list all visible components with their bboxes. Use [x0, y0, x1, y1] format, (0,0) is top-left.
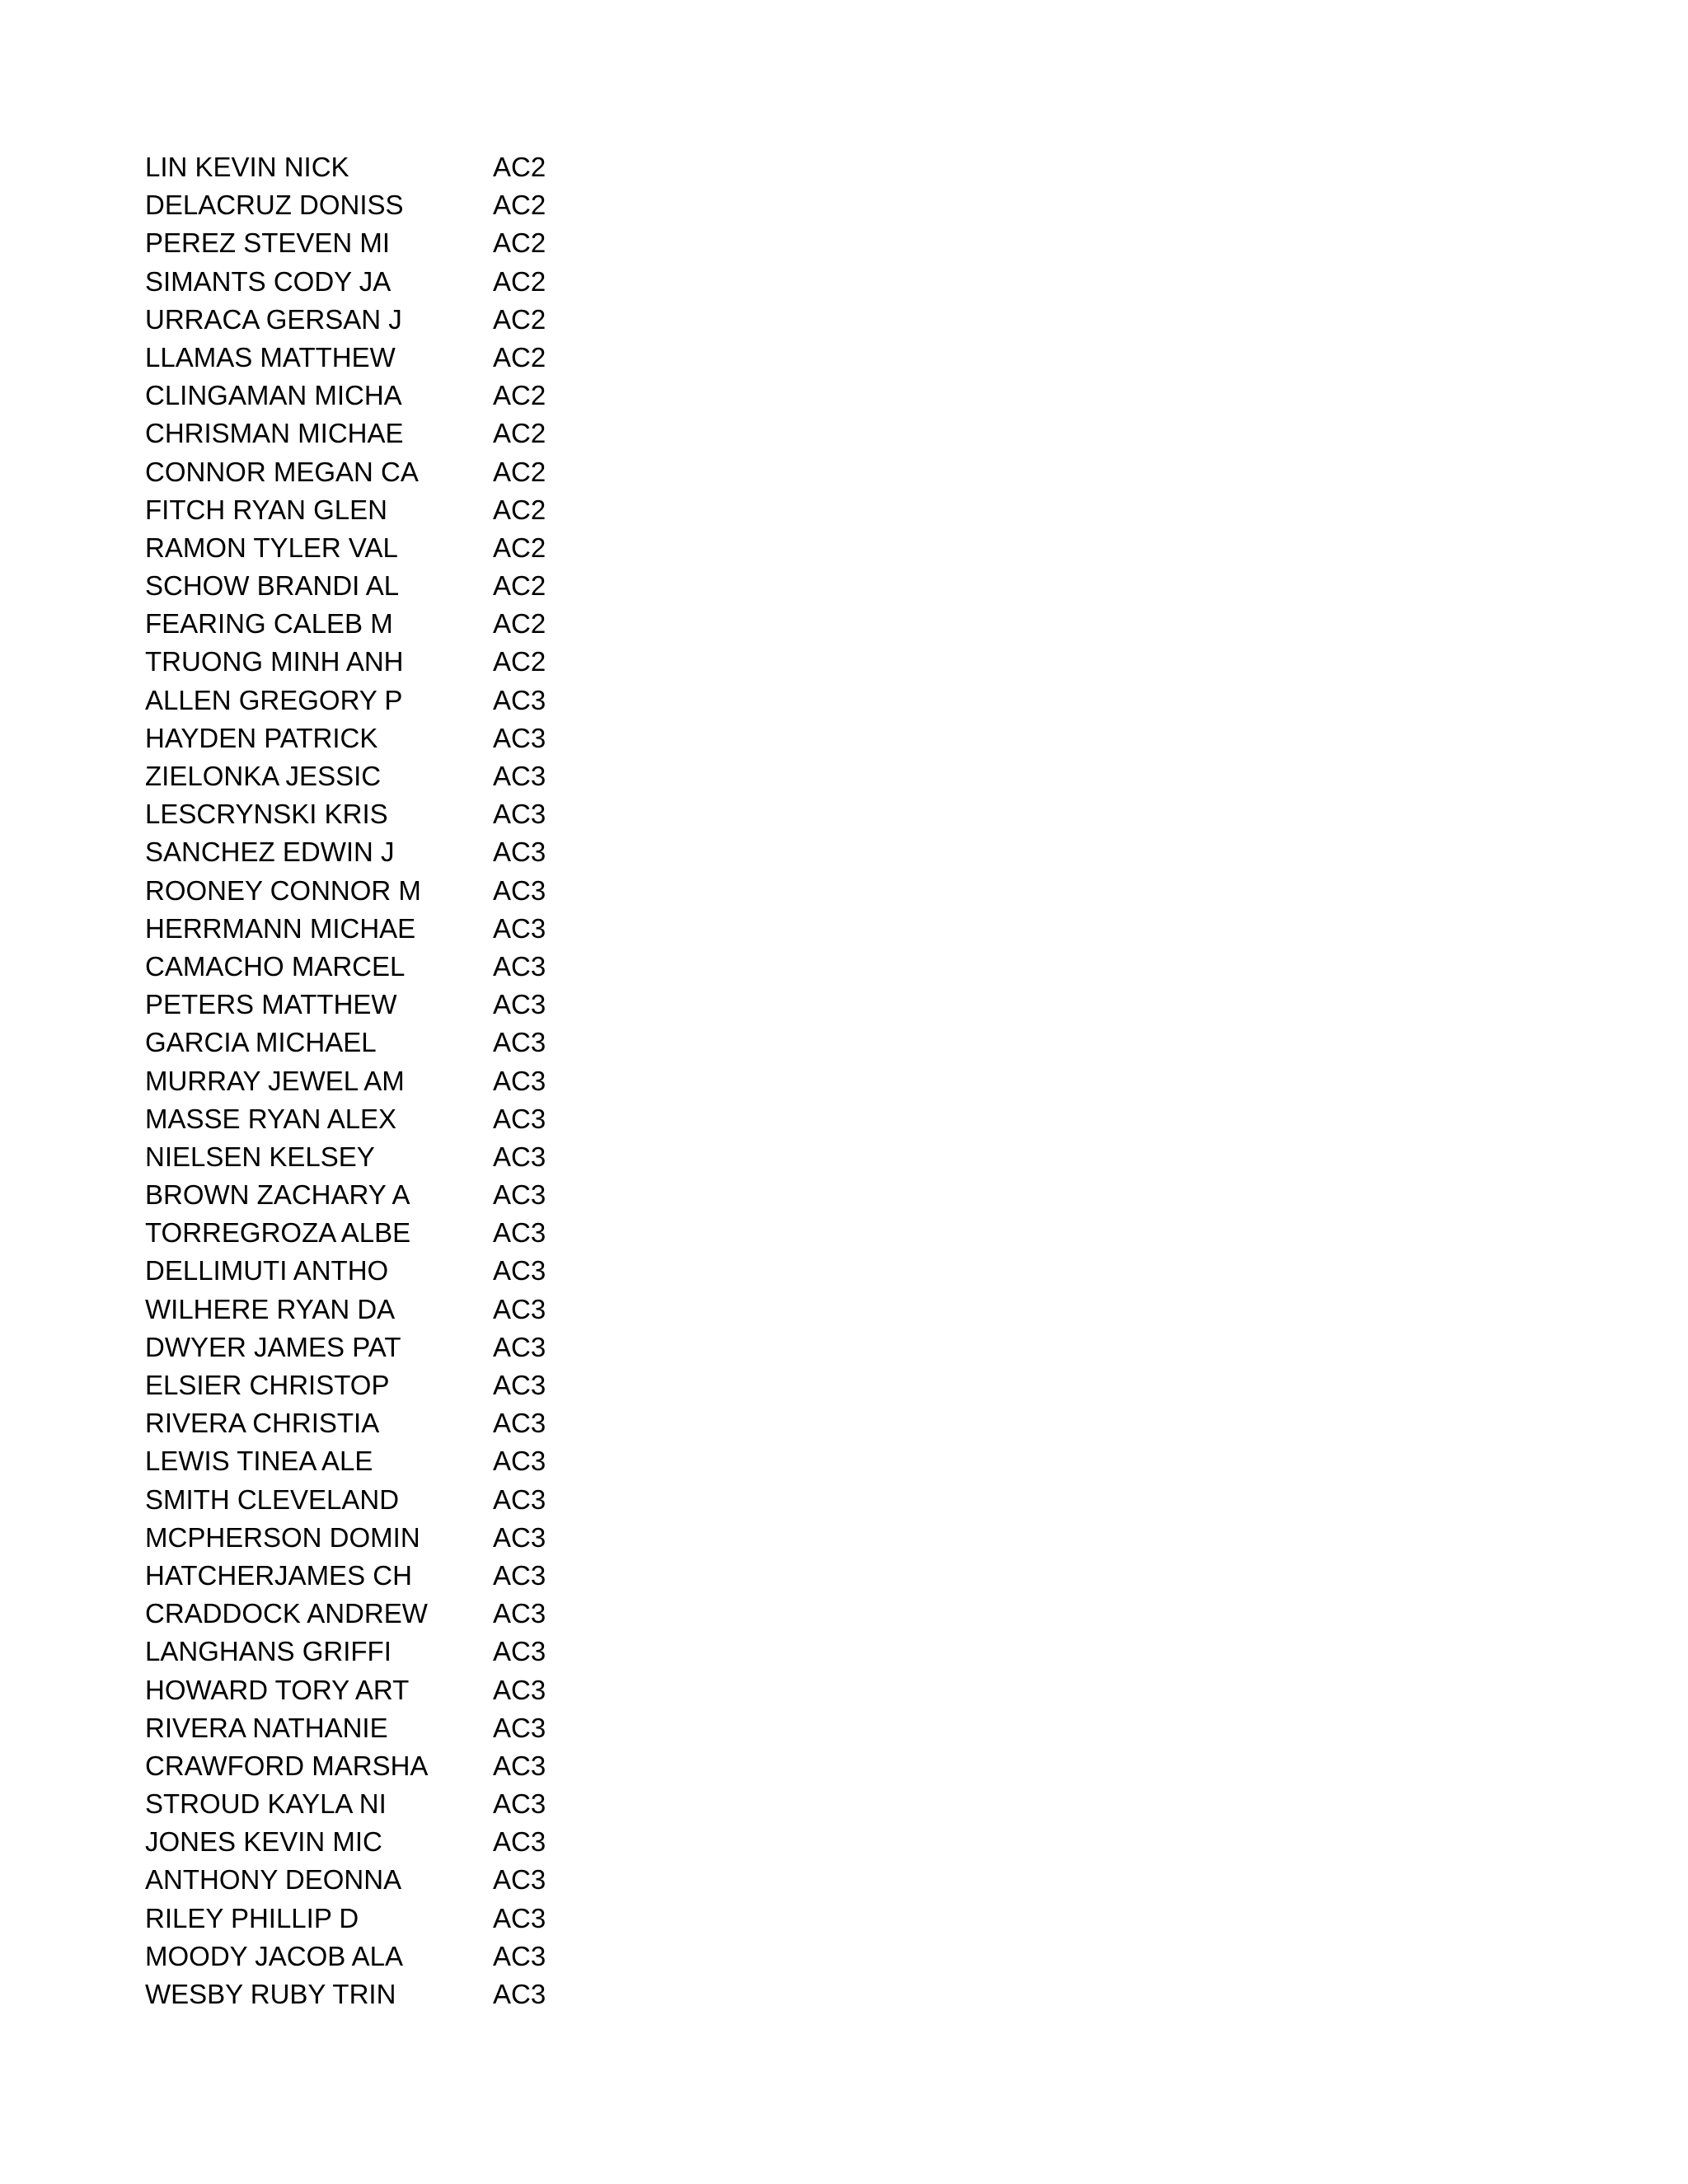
assignment-code: AC3 [493, 1940, 546, 1971]
list-item [145, 643, 722, 681]
assignment-code: AC3 [493, 1027, 546, 1058]
person-name: WILHERE RYAN DA [145, 1293, 396, 1324]
assignment-code: AC3 [493, 1103, 546, 1134]
assignment-code: AC3 [493, 1065, 546, 1096]
person-name: SIMANTS CODY JA [145, 265, 392, 297]
assignment-code: AC3 [493, 1521, 546, 1553]
person-name: DELACRUZ DONISS [145, 190, 404, 221]
person-name: PEREZ STEVEN MI [145, 227, 391, 259]
list-item [145, 1709, 722, 1747]
roster-list [145, 148, 722, 2013]
assignment-code: AC2 [493, 646, 546, 677]
list-item [145, 1481, 722, 1519]
assignment-code: AC2 [493, 456, 546, 487]
list-item [145, 1861, 722, 1899]
person-name: JONES KEVIN MIC [145, 1826, 382, 1858]
person-name: MURRAY JEWEL AM [145, 1065, 405, 1096]
person-name: DWYER JAMES PAT [145, 1331, 401, 1362]
list-item [145, 1975, 722, 2013]
person-name: GARCIA MICHAEL [145, 1027, 377, 1058]
assignment-code: AC2 [493, 380, 546, 411]
assignment-code: AC3 [493, 1141, 546, 1172]
list-item [145, 1633, 722, 1671]
assignment-code: AC3 [493, 1598, 546, 1629]
assignment-code: AC2 [493, 227, 546, 259]
person-name: ROONEY CONNOR M [145, 874, 421, 906]
assignment-code: AC3 [493, 1864, 546, 1896]
list-item [145, 1900, 722, 1938]
list-item [145, 872, 722, 910]
list-item [145, 910, 722, 948]
assignment-code: AC3 [493, 950, 546, 982]
person-name: LEWIS TINEA ALE [145, 1446, 373, 1477]
person-name: RILEY PHILLIP D [145, 1902, 359, 1933]
assignment-code: AC2 [493, 570, 546, 602]
list-item [145, 224, 722, 262]
list-item [145, 1291, 722, 1329]
list-item [145, 491, 722, 529]
assignment-code: AC3 [493, 1331, 546, 1362]
person-name: STROUD KAYLA NI [145, 1788, 387, 1820]
assignment-code: AC3 [493, 1636, 546, 1667]
person-name: CAMACHO MARCEL [145, 950, 406, 982]
person-name: SMITH CLEVELAND [145, 1483, 400, 1515]
assignment-code: AC2 [493, 303, 546, 335]
list-item [145, 1252, 722, 1290]
person-name: CRAWFORD MARSHA [145, 1750, 429, 1781]
list-item [145, 795, 722, 833]
assignment-code: AC3 [493, 1255, 546, 1286]
list-item [145, 1062, 722, 1100]
list-item [145, 263, 722, 301]
assignment-code: AC3 [493, 1750, 546, 1781]
person-name: LESCRYNSKI KRIS [145, 799, 388, 830]
list-item [145, 1404, 722, 1442]
person-name: ALLEN GREGORY P [145, 684, 403, 715]
person-name: CHRISMAN MICHAE [145, 418, 404, 449]
list-item [145, 833, 722, 871]
assignment-code: AC3 [493, 1408, 546, 1439]
person-name: CLINGAMAN MICHA [145, 380, 402, 411]
list-item [145, 567, 722, 605]
person-name: CONNOR MEGAN CA [145, 456, 419, 487]
person-name: FITCH RYAN GLEN [145, 494, 387, 525]
person-name: HATCHERJAMES CH [145, 1559, 412, 1591]
assignment-code: AC3 [493, 761, 546, 791]
list-item [145, 1823, 722, 1861]
list-item [145, 605, 722, 643]
list-item [145, 453, 722, 491]
assignment-code: AC3 [493, 1293, 546, 1324]
list-item [145, 301, 722, 339]
person-name: SANCHEZ EDWIN J [145, 837, 395, 868]
assignment-code: AC3 [493, 989, 546, 1020]
assignment-code: AC3 [493, 1483, 546, 1515]
list-item [145, 529, 722, 567]
assignment-code: AC3 [493, 1979, 546, 2009]
person-name: LIN KEVIN NICK [145, 152, 349, 182]
list-item [145, 1557, 722, 1595]
list-item [145, 1100, 722, 1138]
assignment-code: AC2 [493, 152, 546, 182]
person-name: PETERS MATTHEW [145, 989, 397, 1020]
list-item [145, 148, 722, 186]
list-item [145, 1519, 722, 1557]
person-name: MASSE RYAN ALEX [145, 1103, 397, 1134]
person-name: RIVERA CHRISTIA [145, 1408, 380, 1439]
person-name: FEARING CALEB M [145, 608, 393, 640]
assignment-code: AC2 [493, 190, 546, 221]
list-item [145, 186, 722, 224]
person-name: MCPHERSON DOMIN [145, 1521, 420, 1553]
assignment-code: AC3 [493, 799, 546, 830]
assignment-code: AC3 [493, 874, 546, 906]
list-item [145, 1138, 722, 1176]
assignment-code: AC2 [493, 418, 546, 449]
assignment-code: AC3 [493, 1446, 546, 1477]
person-name: WESBY RUBY TRIN [145, 1979, 396, 2009]
person-name: ELSIER CHRISTOP [145, 1370, 390, 1400]
assignment-code: AC3 [493, 1712, 546, 1743]
list-item [145, 1024, 722, 1062]
list-item [145, 415, 722, 452]
assignment-code: AC2 [493, 494, 546, 525]
list-item [145, 1747, 722, 1785]
person-name: SCHOW BRANDI AL [145, 570, 400, 602]
list-item [145, 1176, 722, 1214]
person-name: HAYDEN PATRICK [145, 722, 378, 753]
assignment-code: AC3 [493, 1370, 546, 1400]
list-item [145, 1785, 722, 1823]
list-item [145, 757, 722, 795]
list-item [145, 1671, 722, 1709]
person-name: TORREGROZA ALBE [145, 1217, 411, 1249]
list-item [145, 719, 722, 757]
list-item [145, 682, 722, 719]
person-name: LLAMAS MATTHEW [145, 341, 396, 373]
assignment-code: AC3 [493, 837, 546, 868]
list-item [145, 339, 722, 377]
assignment-code: AC3 [493, 1217, 546, 1249]
list-item [145, 948, 722, 986]
person-name: RAMON TYLER VAL [145, 532, 398, 563]
assignment-code: AC2 [493, 608, 546, 640]
person-name: CRADDOCK ANDREW [145, 1598, 428, 1629]
person-name: TRUONG MINH ANH [145, 646, 404, 677]
assignment-code: AC3 [493, 1826, 546, 1858]
person-name: LANGHANS GRIFFI [145, 1636, 392, 1667]
person-name: HERRMANN MICHAE [145, 912, 416, 944]
assignment-code: AC3 [493, 1559, 546, 1591]
assignment-code: AC3 [493, 684, 546, 715]
person-name: DELLIMUTI ANTHO [145, 1255, 389, 1286]
list-item [145, 1329, 722, 1366]
person-name: MOODY JACOB ALA [145, 1940, 403, 1971]
list-item [145, 1595, 722, 1633]
list-item [145, 1442, 722, 1480]
list-item [145, 377, 722, 415]
assignment-code: AC3 [493, 912, 546, 944]
person-name: ZIELONKA JESSIC [145, 761, 382, 791]
assignment-code: AC3 [493, 1674, 546, 1705]
assignment-code: AC2 [493, 341, 546, 373]
person-name: BROWN ZACHARY A [145, 1179, 410, 1211]
person-name: URRACA GERSAN J [145, 303, 402, 335]
person-name: HOWARD TORY ART [145, 1674, 410, 1705]
assignment-code: AC2 [493, 265, 546, 297]
assignment-code: AC3 [493, 1179, 546, 1211]
person-name: ANTHONY DEONNA [145, 1864, 402, 1896]
assignment-code: AC3 [493, 1902, 546, 1933]
assignment-code: AC3 [493, 722, 546, 753]
list-item [145, 1214, 722, 1252]
assignment-code: AC2 [493, 532, 546, 563]
assignment-code: AC3 [493, 1788, 546, 1820]
person-name: RIVERA NATHANIE [145, 1712, 388, 1743]
list-item [145, 986, 722, 1024]
person-name: NIELSEN KELSEY [145, 1141, 375, 1172]
list-item [145, 1366, 722, 1404]
list-item [145, 1938, 722, 1975]
